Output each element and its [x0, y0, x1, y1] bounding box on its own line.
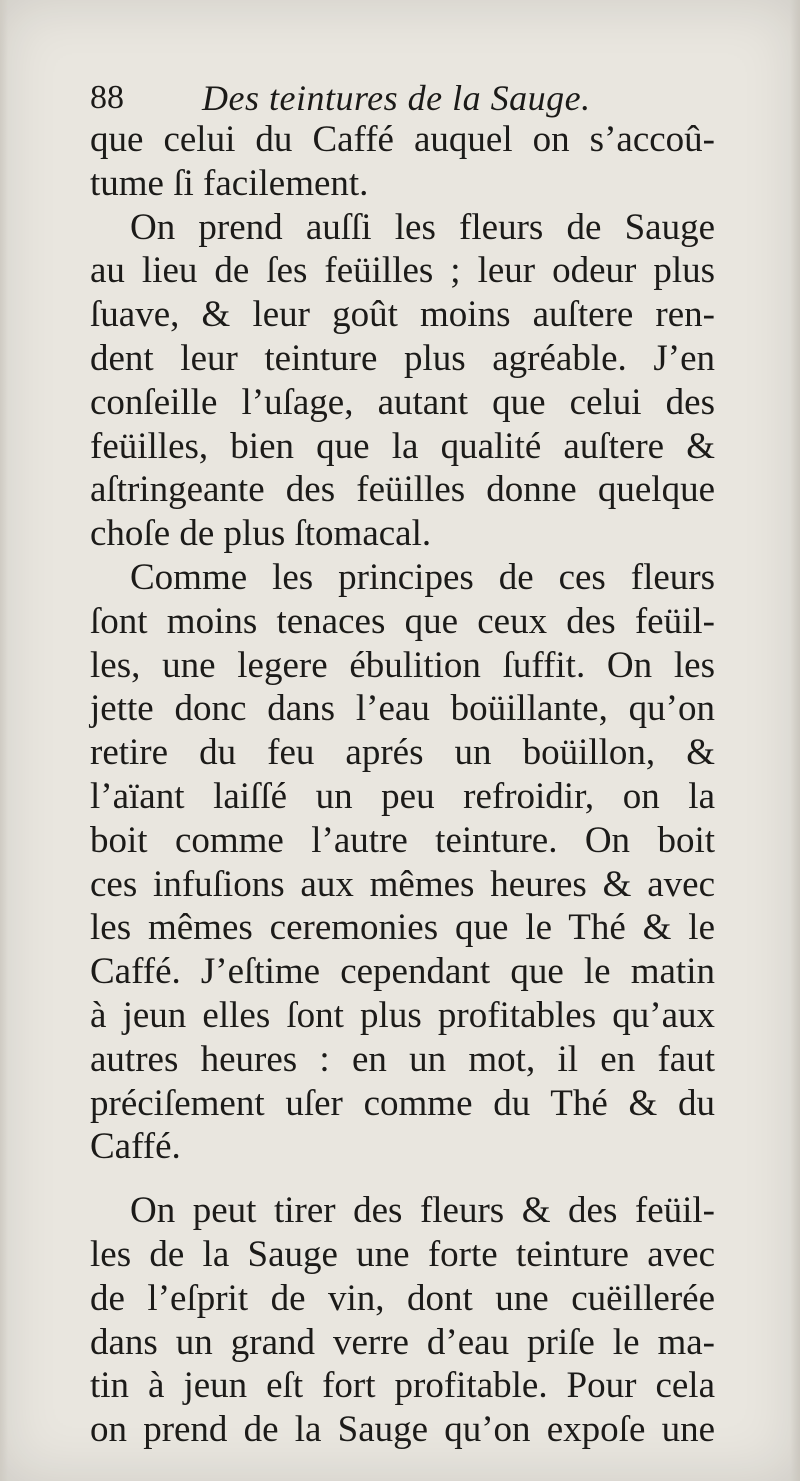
text-line: au lieu de ſes feüilles ; leur odeur plus: [90, 250, 715, 292]
text-line: on prend de la Sauge qu’on expoſe une: [90, 1409, 715, 1451]
text-line: autres heures : en un mot, il en faut: [90, 1038, 715, 1080]
text-line: retire du feu aprés un boüillon, &: [90, 732, 715, 774]
text-line: boit comme l’autre teinture. On boit: [90, 819, 715, 861]
text-line: tume ſi facilement.: [90, 162, 369, 204]
body-text: [90, 118, 715, 1452]
paragraph: [90, 1189, 715, 1452]
text-line: On prend auſſi les fleurs de Sauge: [130, 206, 715, 248]
text-line: ſuave, & leur goût moins auſtere ren-: [90, 294, 715, 336]
text-line: l’aïant laiſſé un peu refroidir, on la: [90, 775, 715, 817]
text-line: à jeun elles ſont plus profitables qu’aux: [90, 994, 715, 1036]
text-line: Caffé.: [90, 1126, 181, 1168]
text-line: les de la Sauge une forte teinture avec: [90, 1233, 715, 1275]
text-line: que celui du Caffé auquel on s’accoû-: [90, 119, 715, 160]
text-line: feüilles, bien que la qualité auſtere &: [90, 425, 715, 467]
text-line: dans un grand verre d’eau priſe le ma-: [90, 1321, 715, 1363]
text-line: préciſement uſer comme du Thé & du: [90, 1082, 715, 1124]
paragraph: [90, 118, 715, 206]
text-line: les, une legere ébulition ſuffit. On les: [90, 644, 715, 686]
text-line: Caffé. J’eſtime cependant que le matin: [90, 951, 715, 993]
text-line: choſe de plus ſtomacal.: [90, 513, 432, 555]
text-line: jette donc dans l’eau boüillante, qu’on: [90, 688, 715, 730]
page-number: 88: [90, 79, 124, 116]
text-line: ſont moins tenaces que ceux des feüil-: [90, 600, 715, 642]
text-line: les mêmes ceremonies que le Thé & le: [90, 907, 715, 949]
text-line: tin à jeun eſt fort profitable. Pour cela: [90, 1365, 715, 1407]
running-title: Des teintures de la Sauge.: [202, 78, 591, 118]
paragraph: [90, 556, 715, 1169]
text-line: dent leur teinture plus agréable. J’en: [90, 337, 715, 379]
text-line: ces infuſions aux mêmes heures & avec: [90, 863, 715, 905]
text-line: aſtringeante des feüilles donne quelque: [90, 469, 715, 511]
text-line: de l’eſprit de vin, dont une cuëillerée: [90, 1277, 715, 1319]
text-line: conſeille l’uſage, autant que celui des: [90, 381, 715, 423]
paragraph: [90, 206, 715, 556]
paragraph-gap: [90, 1169, 715, 1189]
text-line: Comme les principes de ces fleurs: [130, 556, 715, 598]
text-line: On peut tirer des fleurs & des feüil-: [130, 1190, 715, 1232]
